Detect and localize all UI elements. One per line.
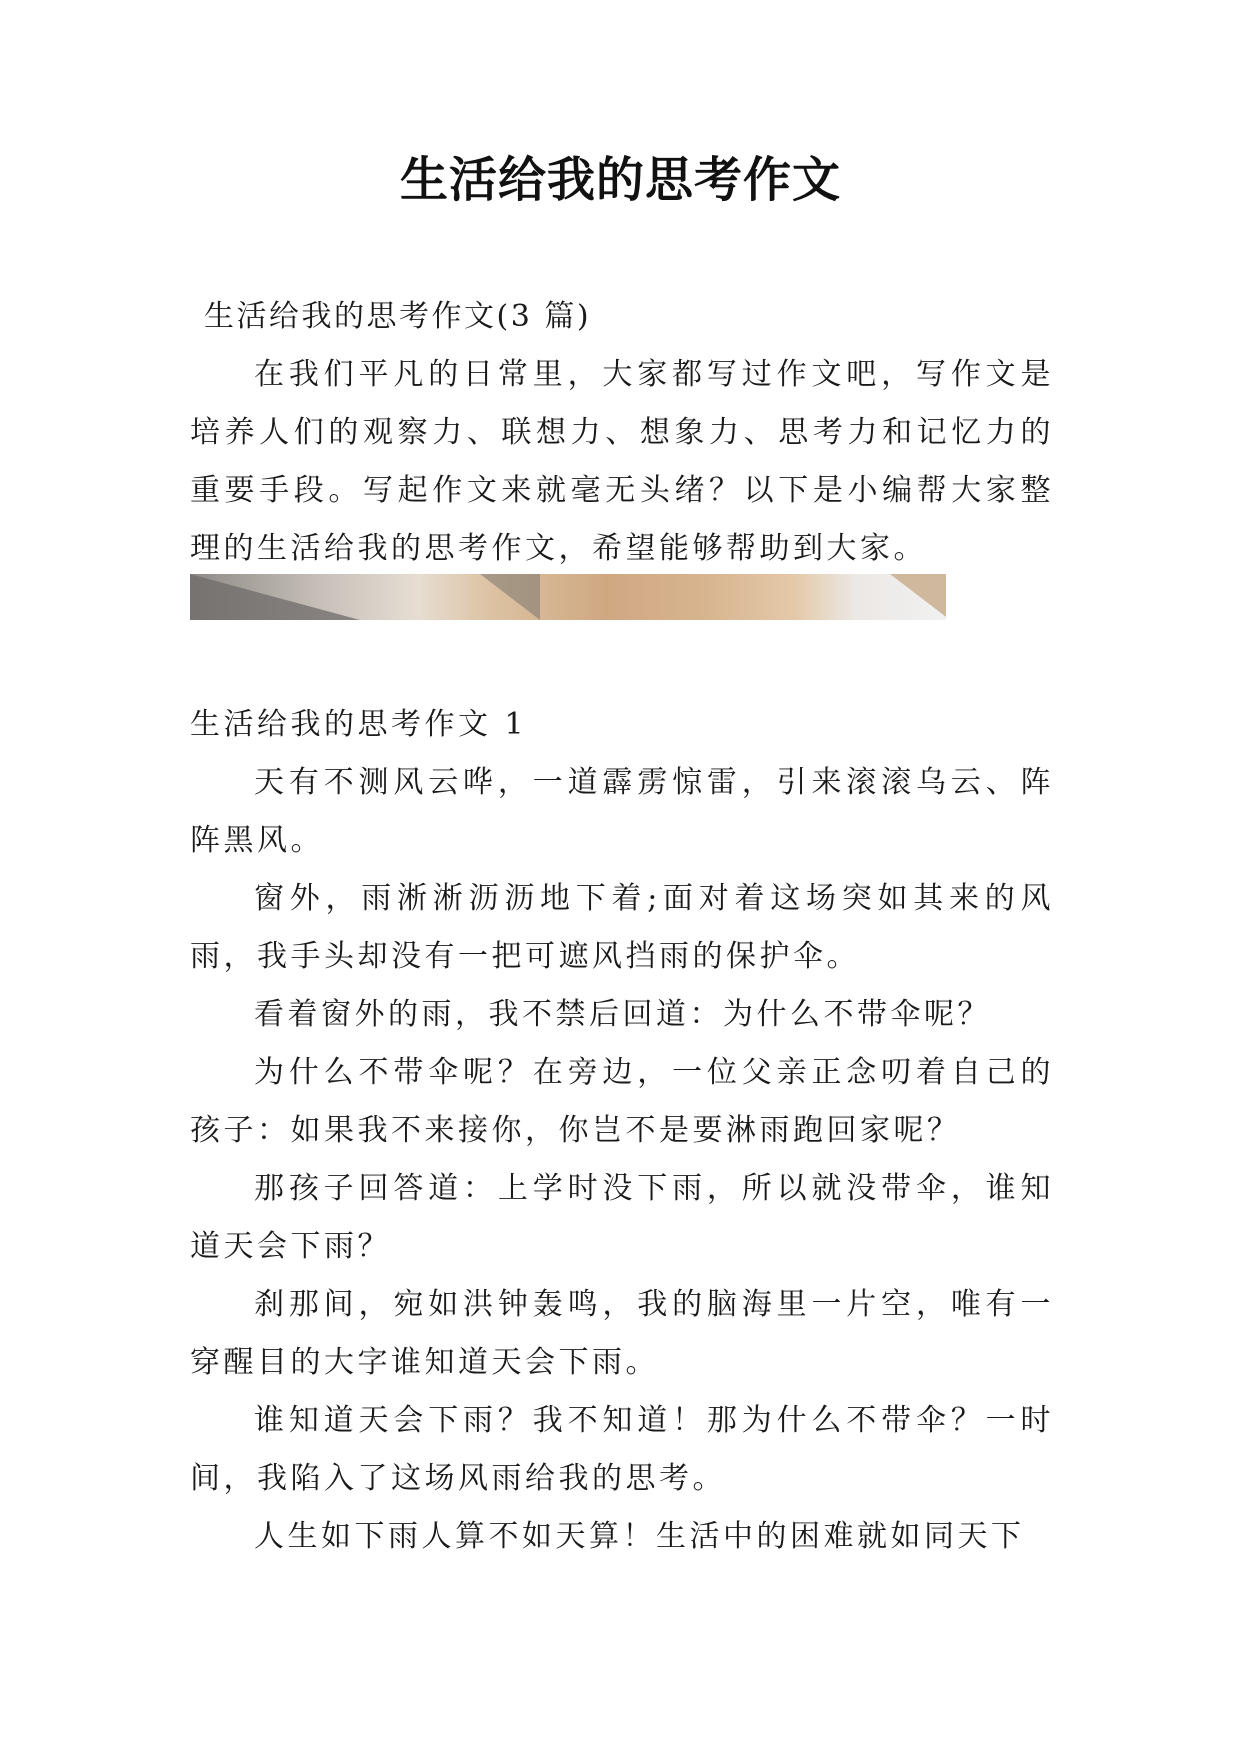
section-1-paragraph: 看着窗外的雨，我不禁后回道：为什么不带伞呢？ (254, 997, 991, 1032)
section-1-heading: 生活给我的思考作文 1 (190, 707, 528, 742)
intro-block (190, 346, 1054, 578)
document-title: 生活给我的思考作文 (399, 152, 841, 208)
cropped-photo (190, 574, 946, 620)
section-1-paragraph: 刹那间，宛如洪钟轰鸣，我的脑海里一片空，唯有一穿醒目的大字谁知道天会下雨。 (190, 1287, 1054, 1380)
photo-shadow-right (890, 574, 946, 620)
document-subtitle: 生活给我的思考作文(3 篇) (204, 299, 592, 334)
section-1 (190, 696, 1054, 1566)
photo-shadow-left (190, 574, 360, 620)
section-1-paragraph: 谁知道天会下雨？我不知道！那为什么不带伞？一时间，我陷入了这场风雨给我的思考。 (190, 1403, 1054, 1496)
photo-shadow-mid (480, 574, 540, 620)
intro-paragraph: 在我们平凡的日常里，大家都写过作文吧，写作文是培养人们的观察力、联想力、想象力、思考力和记忆力的重要手段。写起作文来就毫无头绪？以下是小编帮大家整理的生活给我的思考作文，希望能够帮助到大家。 (190, 357, 1054, 566)
section-1-paragraph: 人生如下雨人算不如天算！生活中的困难就如同天下 (254, 1519, 1025, 1554)
section-1-paragraph: 为什么不带伞呢？在旁边，一位父亲正念叨着自己的孩子：如果我不来接你，你岂不是要淋雨跑回家呢？ (190, 1055, 1054, 1148)
section-1-paragraph: 那孩子回答道：上学时没下雨，所以就没带伞，谁知道天会下雨？ (190, 1171, 1054, 1264)
section-1-paragraph: 窗外，雨淅淅沥沥地下着;面对着这场突如其来的风雨，我手头却没有一把可遮风挡雨的保护伞。 (190, 881, 1054, 974)
section-1-paragraph: 天有不测风云哗，一道霹雳惊雷，引来滚滚乌云、阵阵黑风。 (190, 765, 1054, 858)
